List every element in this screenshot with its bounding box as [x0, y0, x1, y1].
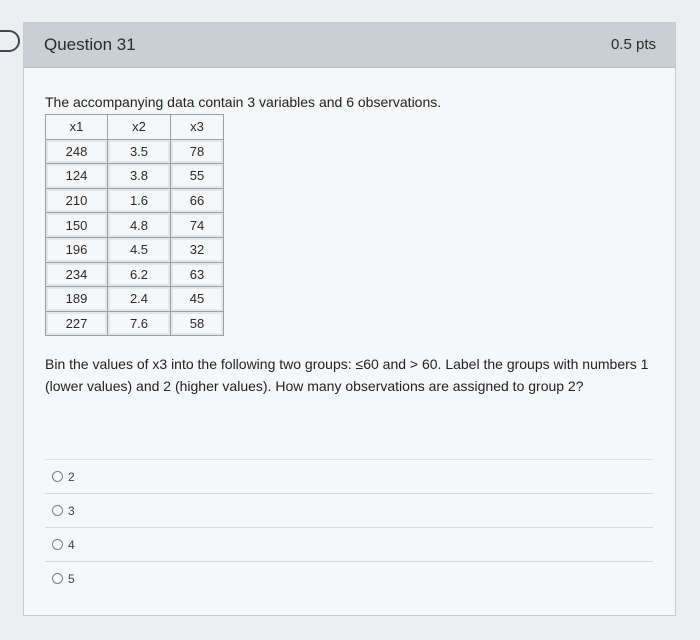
answer-option[interactable] [45, 527, 653, 561]
column-header: x2 [108, 115, 171, 140]
table-row [46, 311, 224, 336]
radio-button[interactable] [52, 505, 63, 516]
table-row [46, 237, 224, 262]
radio-button[interactable] [52, 539, 63, 550]
table-cell: 3.8 [108, 164, 171, 189]
table-row [46, 213, 224, 238]
table-cell: 63 [171, 262, 224, 287]
radio-button[interactable] [52, 573, 63, 584]
answer-label[interactable]: 3 [68, 503, 75, 518]
column-header: x3 [171, 115, 224, 140]
question-flag-icon[interactable] [0, 30, 20, 52]
question-card [23, 22, 676, 616]
answer-label[interactable]: 5 [68, 571, 75, 586]
data-table [45, 114, 224, 336]
table-cell: 78 [171, 139, 224, 164]
radio-button[interactable] [52, 471, 63, 482]
answer-option[interactable] [45, 459, 653, 493]
table-cell: 1.6 [108, 188, 171, 213]
table-cell: 150 [46, 213, 108, 238]
question-points: 0.5 pts [610, 36, 656, 53]
answer-list [45, 459, 653, 595]
table-cell: 124 [46, 164, 108, 189]
table-cell: 74 [171, 213, 224, 238]
answer-option[interactable] [45, 561, 653, 595]
table-cell: 66 [171, 188, 224, 213]
table-cell: 58 [171, 311, 224, 336]
table-cell: 4.5 [108, 237, 171, 262]
table-cell: 6.2 [108, 262, 171, 287]
column-header: x1 [46, 115, 108, 140]
table-row [46, 139, 224, 164]
table-row [46, 262, 224, 287]
question-header [24, 23, 675, 68]
answer-label[interactable]: 2 [68, 469, 75, 484]
table-cell: 45 [171, 287, 224, 312]
table-row [46, 188, 224, 213]
question-prompt: Bin the values of x3 into the following two groups: ≤60 and > 60. Label the groups with numbers 1 (lower values) and 2 (higher values). How many observations are assigned to group 2? [45, 356, 649, 394]
table-cell: 196 [46, 237, 108, 262]
table-cell: 210 [46, 188, 108, 213]
table-header-row [46, 115, 224, 140]
answer-option[interactable] [45, 493, 653, 527]
table-cell: 4.8 [108, 213, 171, 238]
question-intro: The accompanying data contain 3 variables and 6 observations. [45, 94, 442, 110]
table-cell: 7.6 [108, 311, 171, 336]
table-row [46, 164, 224, 189]
table-cell: 189 [46, 287, 108, 312]
table-cell: 32 [171, 237, 224, 262]
answer-label[interactable]: 4 [68, 537, 75, 552]
table-cell: 248 [46, 139, 108, 164]
table-cell: 3.5 [108, 139, 171, 164]
table-cell: 227 [46, 311, 108, 336]
question-title: Question 31 [44, 35, 136, 54]
table-cell: 2.4 [108, 287, 171, 312]
table-cell: 55 [171, 164, 224, 189]
table-cell: 234 [46, 262, 108, 287]
table-row [46, 287, 224, 312]
